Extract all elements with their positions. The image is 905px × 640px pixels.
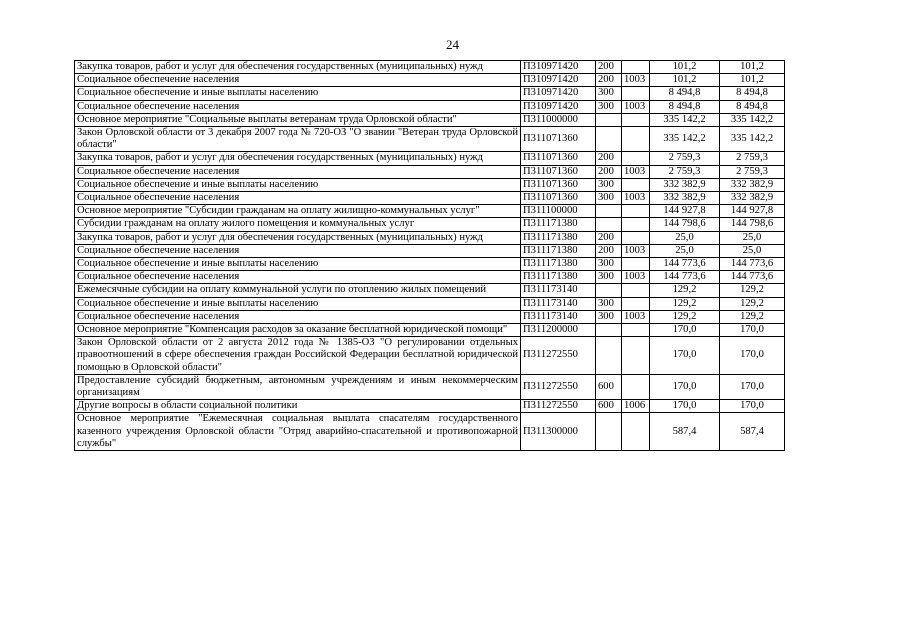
row-section: 1003 — [622, 310, 650, 323]
row-expense-type: 200 — [596, 231, 622, 244]
table-row — [75, 113, 785, 126]
row-amount-1: 8 494,8 — [650, 100, 720, 113]
row-name: Предоставление субсидий бюджетным, автономным учреждениям и иным некоммерческим организациям — [75, 374, 521, 399]
row-target-code: П310971420 — [521, 87, 596, 100]
row-amount-2: 101,2 — [720, 74, 785, 87]
row-section — [622, 178, 650, 191]
row-target-code: П311171380 — [521, 258, 596, 271]
row-target-code: П311272550 — [521, 374, 596, 399]
budget-table-body — [75, 61, 785, 451]
row-expense-type: 200 — [596, 74, 622, 87]
row-amount-1: 587,4 — [650, 413, 720, 451]
row-name: Социальное обеспечение населения — [75, 271, 521, 284]
row-expense-type — [596, 284, 622, 297]
table-row — [75, 231, 785, 244]
row-amount-1: 25,0 — [650, 231, 720, 244]
row-amount-2: 332 382,9 — [720, 178, 785, 191]
row-amount-2: 144 773,6 — [720, 271, 785, 284]
row-section: 1003 — [622, 165, 650, 178]
row-amount-1: 332 382,9 — [650, 192, 720, 205]
row-target-code: П311171380 — [521, 271, 596, 284]
row-amount-1: 170,0 — [650, 337, 720, 375]
row-target-code: П310971420 — [521, 74, 596, 87]
table-row — [75, 152, 785, 165]
row-amount-2: 129,2 — [720, 284, 785, 297]
row-amount-1: 129,2 — [650, 310, 720, 323]
row-name: Социальное обеспечение и иные выплаты населению — [75, 258, 521, 271]
row-name: Закупка товаров, работ и услуг для обеспечения государственных (муниципальных) нужд — [75, 231, 521, 244]
row-expense-type: 300 — [596, 87, 622, 100]
row-name: Основное мероприятие "Ежемесячная социальная выплата спасателям государственного казенного учреждения Орловской области "Отряд аварийно-спасательной и противопожарной службы" — [75, 413, 521, 451]
row-amount-2: 25,0 — [720, 244, 785, 257]
row-name: Социальное обеспечение и иные выплаты населению — [75, 87, 521, 100]
row-amount-1: 144 927,8 — [650, 205, 720, 218]
row-expense-type: 300 — [596, 178, 622, 191]
row-target-code: П311173140 — [521, 297, 596, 310]
row-target-code: П311100000 — [521, 205, 596, 218]
table-row — [75, 258, 785, 271]
row-target-code: П310971420 — [521, 100, 596, 113]
row-expense-type — [596, 218, 622, 231]
table-row — [75, 271, 785, 284]
row-section: 1003 — [622, 100, 650, 113]
row-section — [622, 152, 650, 165]
table-row — [75, 297, 785, 310]
row-expense-type: 600 — [596, 374, 622, 399]
row-target-code: П311071360 — [521, 127, 596, 152]
table-row — [75, 205, 785, 218]
row-amount-2: 144 773,6 — [720, 258, 785, 271]
row-expense-type: 300 — [596, 310, 622, 323]
row-target-code: П311071360 — [521, 178, 596, 191]
row-amount-2: 2 759,3 — [720, 165, 785, 178]
row-expense-type — [596, 205, 622, 218]
row-amount-2: 25,0 — [720, 231, 785, 244]
row-name: Закон Орловской области от 3 декабря 2007 года № 720-ОЗ "О звании "Ветеран труда Орловской области" — [75, 127, 521, 152]
row-section: 1003 — [622, 244, 650, 257]
row-section — [622, 61, 650, 74]
row-expense-type: 200 — [596, 61, 622, 74]
row-amount-1: 129,2 — [650, 297, 720, 310]
row-expense-type — [596, 127, 622, 152]
row-name: Ежемесячные субсидии на оплату коммунальной услуги по отоплению жилых помещений — [75, 284, 521, 297]
row-amount-2: 8 494,8 — [720, 100, 785, 113]
row-amount-2: 144 927,8 — [720, 205, 785, 218]
row-amount-2: 101,2 — [720, 61, 785, 74]
row-target-code: П311272550 — [521, 400, 596, 413]
row-section — [622, 205, 650, 218]
row-section: 1003 — [622, 192, 650, 205]
row-amount-2: 170,0 — [720, 400, 785, 413]
row-name: Социальное обеспечение населения — [75, 165, 521, 178]
row-amount-1: 144 773,6 — [650, 271, 720, 284]
table-row — [75, 74, 785, 87]
row-amount-1: 25,0 — [650, 244, 720, 257]
row-section — [622, 324, 650, 337]
row-expense-type — [596, 113, 622, 126]
row-section — [622, 337, 650, 375]
row-amount-2: 335 142,2 — [720, 113, 785, 126]
row-name: Основное мероприятие "Социальные выплаты ветеранам труда Орловской области" — [75, 113, 521, 126]
row-name: Другие вопросы в области социальной политики — [75, 400, 521, 413]
row-target-code: П311000000 — [521, 113, 596, 126]
row-name: Социальное обеспечение населения — [75, 310, 521, 323]
table-row — [75, 218, 785, 231]
table-row — [75, 87, 785, 100]
table-row — [75, 337, 785, 375]
row-name: Основное мероприятие "Компенсация расходов за оказание бесплатной юридической помощи" — [75, 324, 521, 337]
row-section — [622, 231, 650, 244]
row-amount-1: 8 494,8 — [650, 87, 720, 100]
row-amount-1: 170,0 — [650, 400, 720, 413]
row-amount-1: 332 382,9 — [650, 178, 720, 191]
table-row — [75, 324, 785, 337]
row-target-code: П311200000 — [521, 324, 596, 337]
row-expense-type: 600 — [596, 400, 622, 413]
row-target-code: П311173140 — [521, 310, 596, 323]
row-name: Закупка товаров, работ и услуг для обеспечения государственных (муниципальных) нужд — [75, 61, 521, 74]
table-row — [75, 165, 785, 178]
row-section: 1003 — [622, 271, 650, 284]
row-target-code: П311173140 — [521, 284, 596, 297]
table-row — [75, 100, 785, 113]
row-target-code: П311171380 — [521, 231, 596, 244]
row-target-code: П311171380 — [521, 218, 596, 231]
row-section: 1006 — [622, 400, 650, 413]
row-amount-2: 144 798,6 — [720, 218, 785, 231]
table-row — [75, 192, 785, 205]
row-amount-1: 144 773,6 — [650, 258, 720, 271]
row-amount-2: 129,2 — [720, 310, 785, 323]
row-expense-type: 200 — [596, 244, 622, 257]
table-row — [75, 244, 785, 257]
row-amount-1: 2 759,3 — [650, 152, 720, 165]
row-section — [622, 374, 650, 399]
table-row — [75, 127, 785, 152]
row-name: Социальное обеспечение и иные выплаты населению — [75, 297, 521, 310]
row-expense-type: 200 — [596, 165, 622, 178]
budget-table — [74, 60, 785, 451]
row-name: Социальное обеспечение населения — [75, 244, 521, 257]
row-amount-2: 332 382,9 — [720, 192, 785, 205]
row-section — [622, 297, 650, 310]
row-amount-2: 170,0 — [720, 374, 785, 399]
table-row — [75, 61, 785, 74]
row-target-code: П310971420 — [521, 61, 596, 74]
row-target-code: П311071360 — [521, 152, 596, 165]
row-name: Социальное обеспечение населения — [75, 100, 521, 113]
row-expense-type: 300 — [596, 192, 622, 205]
row-expense-type: 300 — [596, 297, 622, 310]
row-section — [622, 127, 650, 152]
page-number: 24 — [446, 37, 459, 52]
row-amount-2: 170,0 — [720, 337, 785, 375]
row-amount-1: 144 798,6 — [650, 218, 720, 231]
table-row — [75, 310, 785, 323]
row-amount-2: 587,4 — [720, 413, 785, 451]
row-amount-2: 129,2 — [720, 297, 785, 310]
row-name: Социальное обеспечение населения — [75, 192, 521, 205]
row-expense-type: 300 — [596, 100, 622, 113]
row-expense-type: 300 — [596, 258, 622, 271]
row-name: Социальное обеспечение населения — [75, 74, 521, 87]
row-name: Закупка товаров, работ и услуг для обеспечения государственных (муниципальных) нужд — [75, 152, 521, 165]
row-section — [622, 413, 650, 451]
row-name: Основное мероприятие "Субсидии гражданам на оплату жилищно-коммунальных услуг" — [75, 205, 521, 218]
table-row — [75, 400, 785, 413]
row-amount-1: 129,2 — [650, 284, 720, 297]
row-amount-1: 2 759,3 — [650, 165, 720, 178]
row-target-code: П311300000 — [521, 413, 596, 451]
table-row — [75, 178, 785, 191]
row-expense-type: 200 — [596, 152, 622, 165]
row-target-code: П311071360 — [521, 165, 596, 178]
row-section — [622, 113, 650, 126]
table-row — [75, 413, 785, 451]
row-expense-type — [596, 324, 622, 337]
row-amount-1: 170,0 — [650, 374, 720, 399]
row-amount-2: 2 759,3 — [720, 152, 785, 165]
row-section — [622, 284, 650, 297]
row-expense-type — [596, 413, 622, 451]
row-amount-2: 170,0 — [720, 324, 785, 337]
row-target-code: П311171380 — [521, 244, 596, 257]
row-name: Субсидии гражданам на оплату жилого помещения и коммунальных услуг — [75, 218, 521, 231]
table-row — [75, 374, 785, 399]
row-amount-2: 8 494,8 — [720, 87, 785, 100]
row-expense-type — [596, 337, 622, 375]
row-name: Социальное обеспечение и иные выплаты населению — [75, 178, 521, 191]
row-target-code: П311272550 — [521, 337, 596, 375]
row-target-code: П311071360 — [521, 192, 596, 205]
row-expense-type: 300 — [596, 271, 622, 284]
row-amount-1: 101,2 — [650, 74, 720, 87]
row-amount-1: 101,2 — [650, 61, 720, 74]
row-section — [622, 258, 650, 271]
row-name: Закон Орловской области от 2 августа 2012 года № 1385-ОЗ "О регулировании отдельных правоотношений в сфере обеспечения граждан Российской Федерации бесплатной юридической помощью в Орловской области" — [75, 337, 521, 375]
row-amount-2: 335 142,2 — [720, 127, 785, 152]
row-section — [622, 87, 650, 100]
row-amount-1: 170,0 — [650, 324, 720, 337]
row-amount-1: 335 142,2 — [650, 127, 720, 152]
row-section — [622, 218, 650, 231]
row-amount-1: 335 142,2 — [650, 113, 720, 126]
row-section: 1003 — [622, 74, 650, 87]
table-row — [75, 284, 785, 297]
